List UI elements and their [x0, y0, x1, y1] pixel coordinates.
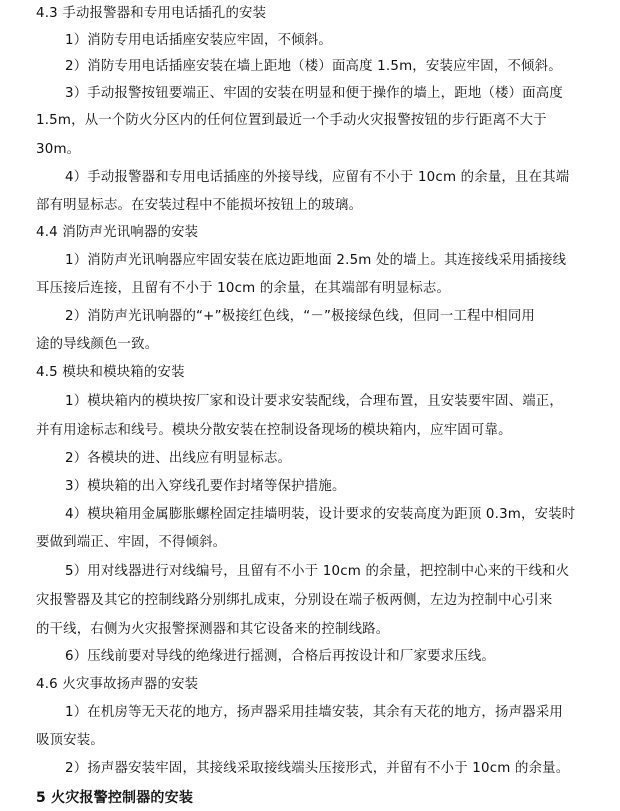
paragraph-line: 1）消防声光讯响器应牢固安装在底边距地面 2.5m 处的墙上。其连接线采用插接线	[65, 253, 567, 268]
paragraph-line: 1）模块箱内的模块按厂家和设计要求安装配线，合理布置，且安装要牢固、端正，	[65, 394, 563, 409]
paragraph-line: 2）各模块的进、出线应有明显标志。	[65, 451, 292, 466]
paragraph-line: 耳压接后连接，且留有不小于 10cm 的余量，在其端部有明显标志。	[36, 281, 451, 296]
paragraph-line: 2）扬声器安装牢固，其接线采取接线端头压接形式，并留有不小于 10cm 的余量。	[65, 761, 570, 776]
paragraph-line: 并有用途标志和线号。模块分散安装在控制设备现场的模块箱内，应牢固可靠。	[36, 423, 512, 438]
paragraph-line: 2）消防专用电话插座安装在墙上距地（楼）面高度 1.5m，安装应牢固，不倾斜。	[65, 59, 562, 74]
paragraph-line: 1）在机房等无天花的地方，扬声器采用挂墙安装，其余有天花的地方，扬声器采用	[65, 705, 563, 720]
paragraph-line: 5）用对线器进行对线编号，且留有不小于 10cm 的余量，把控制中心来的干线和火	[65, 564, 570, 579]
paragraph-line: 部有明显标志。在安装过程中不能损坏按钮上的玻璃。	[36, 198, 363, 213]
section-heading-4-4: 4.4 消防声光讯响器的安装	[36, 225, 199, 240]
section-heading-4-5: 4.5 模块和模块箱的安装	[36, 365, 185, 380]
section-heading-4-3: 4.3 手动报警器和专用电话插孔的安装	[36, 6, 267, 21]
paragraph-line: 2）消防声光讯响器的“+”极接红色线，“－”极接绿色线，但同一工程中相同用	[65, 309, 535, 324]
paragraph-line: 3）手动报警按钮要端正、牢固的安装在明显和便于操作的墙上，距地（楼）面高度	[65, 86, 563, 101]
paragraph-line: 1）消防专用电话插座安装应牢固，不倾斜。	[65, 33, 332, 48]
paragraph-line: 途的导线颜色一致。	[36, 337, 159, 352]
paragraph-line: 吸顶安装。	[36, 733, 104, 748]
paragraph-line: 要做到端正、牢固，不得倾斜。	[36, 535, 227, 550]
paragraph-line: 的干线，右侧为火灾报警探测器和其它设备来的控制线路。	[36, 622, 390, 637]
paragraph-line: 灾报警器及其它的控制线路分别绑扎成束，分别设在端子板两侧，左边为控制中心引来	[36, 593, 553, 608]
paragraph-line: 4）手动报警器和专用电话插座的外接导线，应留有不小于 10cm 的余量，且在其端	[65, 170, 570, 185]
section-heading-4-6: 4.6 火灾事故扬声器的安装	[36, 677, 199, 692]
paragraph-line: 3）模块箱的出入穿线孔要作封堵等保护措施。	[65, 479, 346, 494]
section-heading-5: 5 火灾报警控制器的安装	[36, 790, 194, 806]
paragraph-line: 1.5m，从一个防火分区内的任何位置到最近一个手动火灾报警按钮的步行距离不大于	[36, 113, 547, 128]
paragraph-line: 30m。	[36, 142, 81, 157]
paragraph-line: 6）压线前要对导线的绝缘进行摇测，合格后再按设计和厂家要求压线。	[65, 649, 496, 664]
paragraph-line: 4）模块箱用金属膨胀螺栓固定挂墙明装，设计要求的安装高度为距顶 0.3m，安装时	[65, 507, 576, 522]
